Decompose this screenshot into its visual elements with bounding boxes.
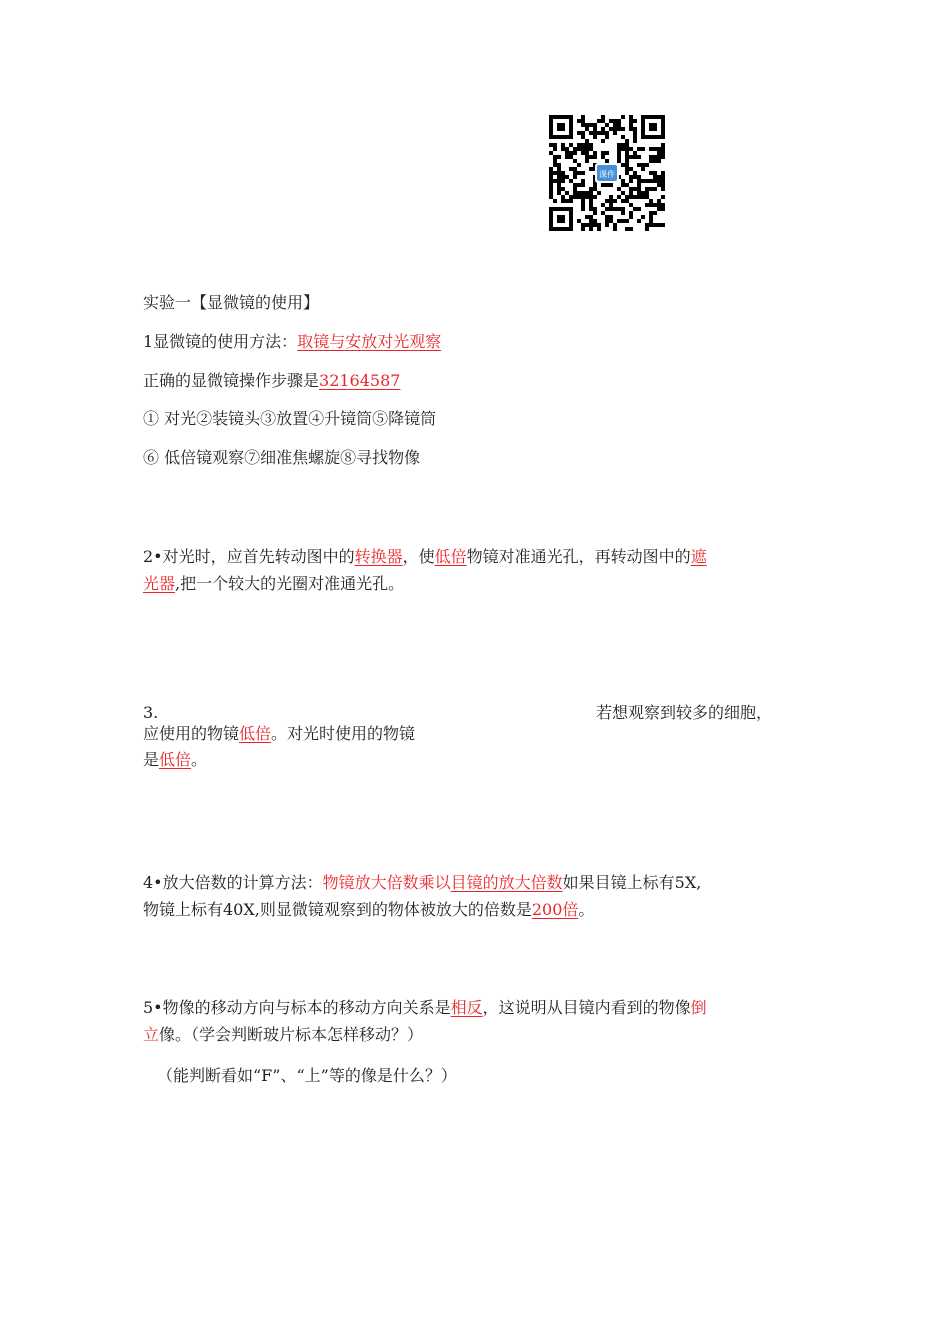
q4-text-2: 如果目镜上标有5X, bbox=[562, 873, 702, 892]
q4-text-4: 。 bbox=[578, 900, 595, 919]
q3-text-4: 。 bbox=[191, 750, 208, 769]
q3-text-1: 应使用的物镜 bbox=[143, 724, 240, 743]
qr-logo-text: 课件 bbox=[599, 170, 615, 179]
q5-line-3: （能判断看如“F”、“上”等的像是什么？） bbox=[157, 1066, 457, 1085]
q5-answer-opposite: 相反 bbox=[450, 998, 483, 1017]
q4-line-2 bbox=[143, 897, 594, 923]
q5-line-2 bbox=[143, 1022, 423, 1048]
q5-text-3: 像。（学会判断玻片标本怎样移动？） bbox=[159, 1025, 424, 1044]
q5-text-2: ，这说明从目镜内看到的物像 bbox=[482, 998, 691, 1017]
qr-code bbox=[547, 113, 667, 233]
q2-text-1: 2•对光时，应首先转动图中的 bbox=[143, 547, 355, 566]
q3-number: 3. bbox=[143, 703, 159, 722]
q3-answer-2: 低倍 bbox=[159, 750, 192, 769]
q3-line-2 bbox=[143, 721, 415, 747]
q5-answer-inverted-part2: 立 bbox=[143, 1025, 160, 1044]
q2-answer-low-power: 低倍 bbox=[434, 547, 467, 566]
q3-text-2: 。对光时使用的物镜 bbox=[271, 724, 416, 743]
q1-line-2 bbox=[143, 368, 400, 394]
q2-text-4: ,把一个较大的光圈对准通光孔。 bbox=[175, 574, 405, 593]
q4-answer-part2: 目镜的放大倍数 bbox=[450, 873, 563, 892]
q2-answer-converter: 转换器 bbox=[354, 547, 403, 566]
q2-text-2: ，使 bbox=[402, 547, 435, 566]
q5-answer-inverted-part1: 倒 bbox=[690, 998, 707, 1017]
q3-text-right: 若想观察到较多的细胞， bbox=[596, 703, 773, 722]
q5-line-1 bbox=[143, 995, 707, 1021]
q4-line-1 bbox=[143, 870, 701, 896]
page-title: 实验一【显微镜的使用】 bbox=[143, 293, 320, 312]
q3-answer-1: 低倍 bbox=[239, 724, 272, 743]
q5-text-1: 5•物像的移动方向与标本的移动方向关系是 bbox=[143, 998, 451, 1017]
q2-answer-shade-part1: 遮 bbox=[690, 547, 707, 566]
q2-text-3: 物镜对准通光孔，再转动图中的 bbox=[466, 547, 691, 566]
q4-text-1: 4•放大倍数的计算方法： bbox=[143, 873, 323, 892]
q4-answer-magnification: 200倍 bbox=[531, 900, 579, 919]
q2-line-1 bbox=[143, 544, 707, 570]
q3-line-3 bbox=[143, 747, 207, 773]
q1-answer-steps: 32164587 bbox=[319, 371, 401, 390]
q4-text-3: 物镜上标有40X,则显微镜观察到的物体被放大的倍数是 bbox=[143, 900, 532, 919]
q1-answer-method: 取镜与安放对光观察 bbox=[297, 332, 442, 351]
q3-text-3: 是 bbox=[143, 750, 160, 769]
q1-line-3: ① 对光②装镜头③放置④升镜筒⑤降镜筒 bbox=[143, 409, 437, 428]
q1-prefix: 1显微镜的使用方法： bbox=[143, 332, 298, 351]
q1-steps-prefix: 正确的显微镜操作步骤是 bbox=[143, 371, 320, 390]
q4-answer-part1: 物镜放大倍数乘以 bbox=[322, 873, 451, 892]
q1-line-4: ⑥ 低倍镜观察⑦细准焦螺旋⑧寻找物像 bbox=[143, 448, 421, 467]
qr-code-icon bbox=[547, 113, 667, 233]
q2-line-2 bbox=[143, 571, 404, 597]
q1-line-1 bbox=[143, 329, 441, 355]
q2-answer-shade-part2: 光器 bbox=[143, 574, 176, 593]
